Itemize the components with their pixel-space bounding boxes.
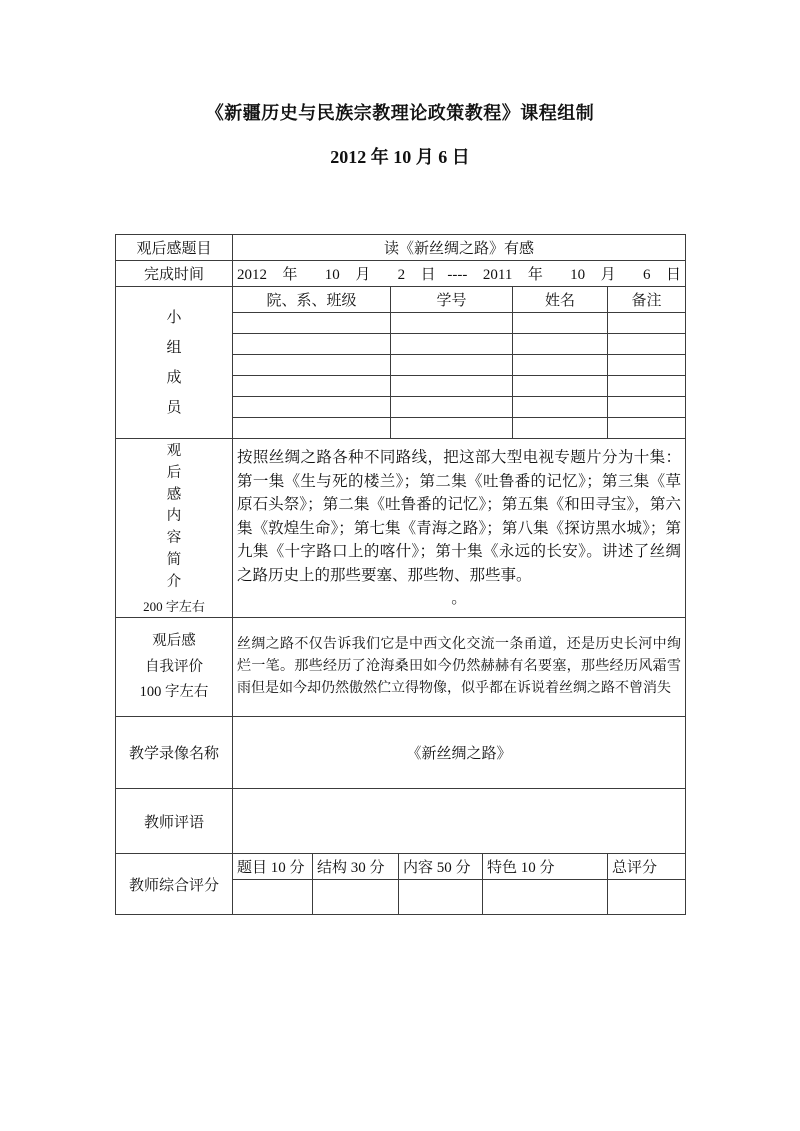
topic-label: 观后感题目	[116, 235, 233, 261]
topic-time-table	[115, 234, 686, 287]
video-value: 《新丝绸之路》	[233, 717, 686, 789]
summary-row	[116, 439, 686, 618]
score-header-total: 总评分	[608, 854, 686, 880]
member-cell	[513, 313, 608, 334]
video-label: 教学录像名称	[116, 717, 233, 789]
summary-label-cell	[116, 439, 233, 618]
score-cell-content	[399, 880, 483, 915]
time-row	[116, 261, 686, 287]
self-eval-label-cell	[116, 618, 233, 717]
time-label: 完成时间	[116, 261, 233, 287]
member-cell	[391, 334, 513, 355]
topic-row	[116, 235, 686, 261]
member-cell	[391, 313, 513, 334]
self-eval-value-cell	[233, 618, 686, 717]
member-cell	[608, 334, 686, 355]
member-cell	[513, 355, 608, 376]
report-form	[115, 234, 685, 915]
member-cell	[513, 376, 608, 397]
member-cell	[233, 376, 391, 397]
score-header-topic: 题目 10 分	[233, 854, 313, 880]
member-cell	[233, 418, 391, 439]
member-cell	[608, 418, 686, 439]
score-table	[115, 853, 686, 915]
summary-trailing-period: 。	[451, 590, 467, 608]
score-header-feature: 特色 10 分	[483, 854, 608, 880]
summary-value-cell	[233, 439, 686, 618]
members-header-note: 备注	[608, 287, 686, 313]
member-cell	[513, 397, 608, 418]
member-cell	[608, 355, 686, 376]
summary-label-sub: 200 字左右	[143, 599, 205, 615]
members-header-row	[116, 287, 686, 313]
member-cell	[608, 376, 686, 397]
page-title: 《新疆历史与民族宗教理论政策教程》课程组制	[205, 103, 595, 123]
member-cell	[233, 313, 391, 334]
member-cell	[608, 397, 686, 418]
members-label-cell	[116, 287, 233, 439]
member-cell	[513, 418, 608, 439]
topic-value: 读《新丝绸之路》有感	[233, 235, 686, 261]
member-cell	[233, 397, 391, 418]
members-header-name: 姓名	[513, 287, 608, 313]
self-eval-row	[116, 618, 686, 717]
score-header-row	[116, 854, 686, 880]
content-table	[115, 438, 686, 854]
score-label: 教师综合评分	[116, 854, 233, 915]
score-cell-total	[608, 880, 686, 915]
score-cell-topic	[233, 880, 313, 915]
members-label: 小组成员	[166, 309, 182, 416]
teacher-comment-label: 教师评语	[116, 789, 233, 854]
self-eval-label-3: 100 字左右	[139, 683, 209, 700]
self-eval-label-1: 观后感	[152, 633, 196, 650]
self-eval-label-2: 自我评价	[145, 658, 203, 675]
member-cell	[513, 334, 608, 355]
video-row	[116, 717, 686, 789]
summary-label: 观后感内容简介	[166, 443, 182, 590]
members-header-id: 学号	[391, 287, 513, 313]
member-cell	[391, 376, 513, 397]
member-cell	[391, 355, 513, 376]
member-cell	[233, 355, 391, 376]
score-cell-feature	[483, 880, 608, 915]
time-value: 2012 年 10 月 2 日---- 2011 年 10 月 6 日	[233, 261, 686, 287]
members-table	[115, 286, 686, 439]
member-cell	[391, 397, 513, 418]
score-header-content: 内容 50 分	[399, 854, 483, 880]
member-cell	[608, 313, 686, 334]
summary-text: 按照丝绸之路各种不同路线，把这部大型电视专题片分为十集：第一集《生与死的楼兰》；第二集《吐鲁番的记忆》；第三集《草原石头祭》；第二集《吐鲁番的记忆》；第五集《和田寻宝》，第六集《敦煌生命》；第七集《青海之路》；第八集《探访黑水城》；第九集《十字路口上的喀什》；第十集《永远的长安》。讲述了丝绸之路历史上的那些要塞、那些物、那些事。	[237, 449, 681, 584]
members-header-dept: 院、系、班级	[233, 287, 391, 313]
teacher-comment-row	[116, 789, 686, 854]
score-cell-structure	[313, 880, 399, 915]
page-date: 2012 年 10 月 6 日	[330, 147, 470, 167]
member-cell	[391, 418, 513, 439]
member-cell	[233, 334, 391, 355]
teacher-comment-value-cell	[233, 789, 686, 854]
score-header-structure: 结构 30 分	[313, 854, 399, 880]
self-eval-text: 丝绸之路不仅告诉我们它是中西文化交流一条甬道，还是历史长河中绚烂一笔。那些经历了沧海桑田如今仍然赫赫有名要塞，那些经历风霜雪雨但是如今却仍然傲然伫立得物像，似乎都在诉说着丝绸之路不曾消失	[237, 637, 681, 697]
